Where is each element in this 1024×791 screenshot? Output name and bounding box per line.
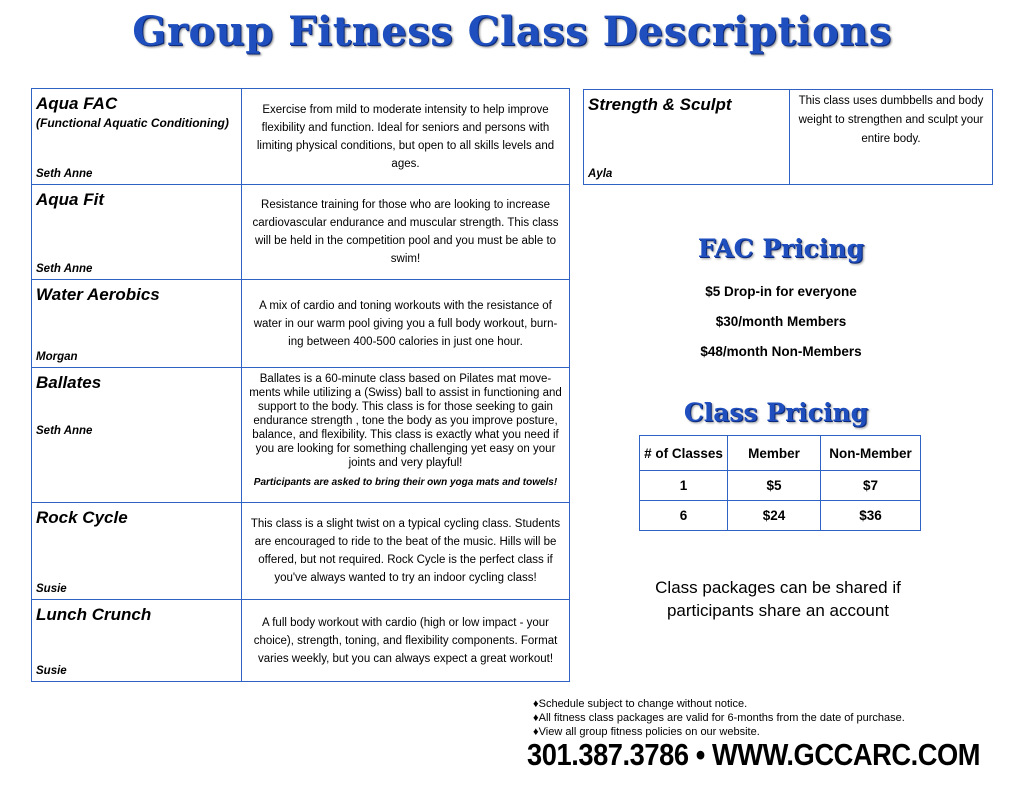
fac-price-dropin: $5 Drop-in for everyone [705, 284, 857, 299]
table-row [640, 501, 921, 531]
class-name: Water Aerobics [36, 285, 160, 304]
class-instructor: Susie [36, 665, 67, 677]
class-name: Aqua Fit [36, 190, 104, 209]
class-subtitle: (Functional Aquatic Conditioning) [36, 116, 229, 130]
class-description: Exercise from mild to moderate intensity to help improve flexibility and function. Ideal for seniors and persons with limiting physical conditions, but open to all skills levels and ages. [256, 103, 555, 170]
class-instructor: Seth Anne [36, 263, 93, 275]
contact-footer: 301.387.3786 • WWW.GCCARC.COM [527, 737, 981, 772]
class-description: Resistance training for those who are looking to increase cardiovascular endurance and muscular strength. This class will be held in the competition pool and you must be able to swim! [252, 199, 559, 265]
class-description: Ballates is a 60-minute class based on Pilates mat move-ments while utilizing a (Swiss) ball to assist in functioning and support to the body. This class is for those seeking to gain endurance strength , tone the body as you improve posture, balance, and flexibility. This class is exactly what you need if you are looking for something challenging yet easy on your joints and very playful! [249, 373, 562, 469]
packages-note: Class packages can be shared if participants share an account [655, 578, 901, 620]
class-row-water-aerobics [31, 280, 570, 368]
table-cell: $5 [728, 471, 821, 501]
policy-bullets [533, 697, 905, 739]
bullet-item: ♦All fitness class packages are valid for 6-months from the date of purchase. [533, 712, 905, 724]
bullet-item: ♦Schedule subject to change without notice. [533, 698, 748, 710]
fac-pricing-heading: FAC Pricing [697, 234, 865, 263]
table-cell: 1 [640, 471, 728, 501]
bullet-item: ♦View all group fitness policies on our website. [533, 726, 760, 738]
class-name: Lunch Crunch [36, 605, 152, 624]
class-row-aqua-fit [31, 185, 570, 280]
fac-price-nonmembers: $48/month Non-Members [700, 344, 862, 359]
table-header: # of Classes [640, 436, 728, 471]
class-row-lunch-crunch [31, 600, 570, 682]
class-description: This class uses dumbbells and body weight to strengthen and sculpt your entire body. [798, 95, 984, 145]
class-pricing-table [639, 435, 921, 531]
class-row-strength-sculpt [583, 89, 993, 185]
class-description: This class is a slight twist on a typical cycling class. Students are encouraged to ride to the beat of the music. Hills will be offered, but not required. Rock Cycle is the perfect class if you've always wanted to try an indoor cycling class! [250, 518, 561, 584]
table-cell: $24 [728, 501, 821, 531]
class-instructor: Morgan [36, 351, 78, 363]
class-instructor: Seth Anne [36, 425, 93, 437]
class-note: Participants are asked to bring their own yoga mats and towels! [253, 477, 558, 488]
class-pricing-heading: Class Pricing [683, 398, 869, 427]
page-title: Group Fitness Class Descriptions [132, 8, 892, 55]
class-description: A full body workout with cardio (high or low impact - your choice), strength, toning, and flexibility components. Format varies weekly, but you can always expect a great workout! [253, 616, 558, 665]
table-header: Non-Member [821, 436, 921, 471]
class-list [31, 88, 570, 682]
table-cell: $36 [821, 501, 921, 531]
table-cell: 6 [640, 501, 728, 531]
class-name: Aqua FAC [36, 94, 118, 113]
class-description: A mix of cardio and toning workouts with the resistance of water in our warm pool giving you a full body workout, burn-ing between 400-500 calories in just one hour. [253, 299, 558, 348]
class-row-rock-cycle [31, 503, 570, 600]
class-instructor: Seth Anne [36, 168, 93, 180]
class-instructor: Susie [36, 583, 67, 595]
table-header: Member [728, 436, 821, 471]
table-cell: $7 [821, 471, 921, 501]
fac-price-members: $30/month Members [715, 314, 847, 329]
table-row [640, 471, 921, 501]
class-name: Strength & Sculpt [588, 95, 732, 114]
class-name: Ballates [36, 373, 102, 392]
class-instructor: Ayla [588, 168, 613, 180]
class-row-ballates [31, 368, 570, 503]
class-row-aqua-fac [31, 88, 570, 185]
table-header-row [640, 436, 921, 471]
class-name: Rock Cycle [36, 508, 128, 527]
